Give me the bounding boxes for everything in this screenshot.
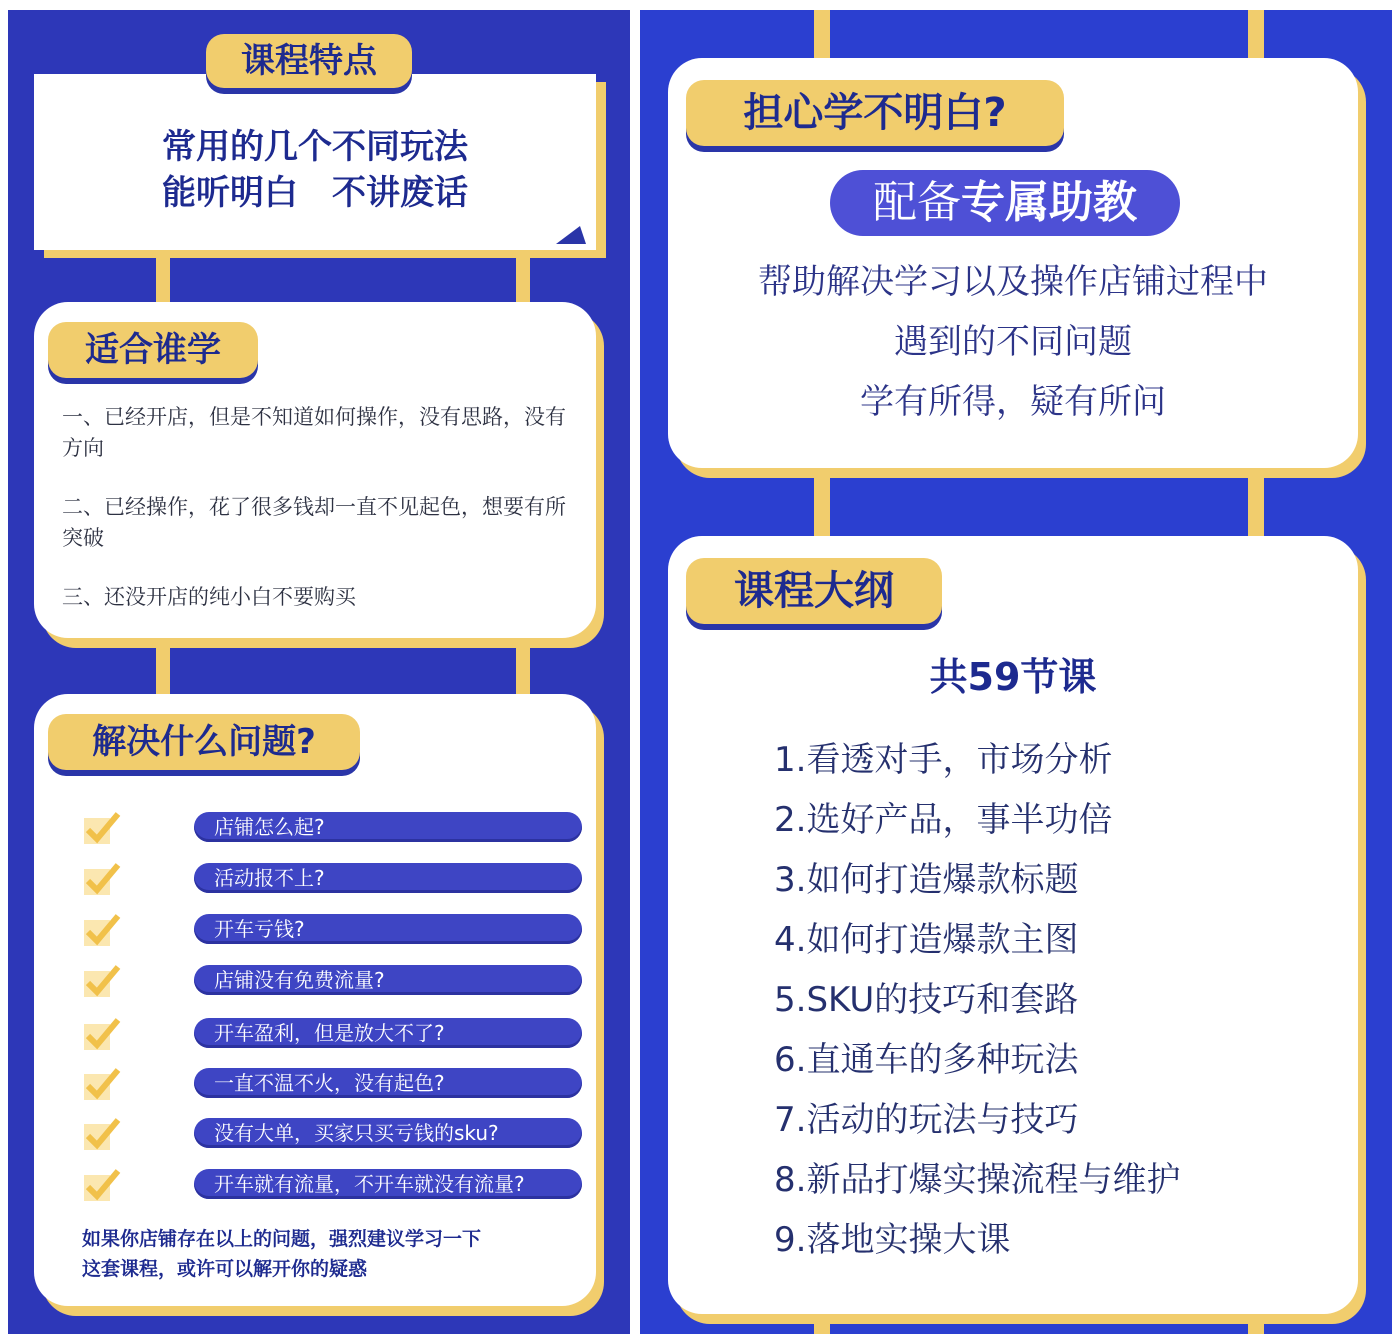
audience-item-2: 二、已经操作，花了很多钱却一直不见起色，想要有所突破 [62,495,566,550]
problem-pill: 一直不温不火，没有起色? [194,1068,582,1098]
outline-item: 5.SKU的技巧和套路 [774,980,1079,1020]
problem-row [82,965,582,997]
assistant-tag: 担心学不明白? [686,80,1064,146]
problems-footer-line-1: 如果你店铺存在以上的问题，强烈建议学习一下 [82,1228,482,1250]
features-sign [34,74,596,250]
problem-row [82,1068,582,1100]
assistant-line-1: 帮助解决学习以及操作店铺过程中 [758,262,1268,302]
problem-row [82,1018,582,1050]
problems-footer-line-2: 这套课程，或许可以解开你的疑惑 [82,1258,368,1280]
check-icon [82,1114,122,1154]
assistant-badge-light: 配备 [873,177,961,228]
outline-item: 7.活动的玩法与技巧 [774,1100,1079,1140]
problem-row [82,863,582,895]
outline-card [668,536,1358,1314]
check-icon [82,1014,122,1054]
outline-item: 3.如何打造爆款标题 [774,860,1079,900]
problem-row [82,812,582,844]
assistant-badge [830,170,1180,236]
problems-tag: 解决什么问题? [48,714,360,770]
problem-pill: 开车就有流量，不开车就没有流量? [194,1169,582,1199]
corner-triangle-icon [550,224,590,246]
check-icon [82,910,122,950]
problems-card [34,694,596,1306]
problem-pill: 没有大单，买家只买亏钱的sku? [194,1118,582,1148]
check-icon [82,961,122,1001]
right-panel [640,10,1392,1334]
outline-item: 6.直通车的多种玩法 [774,1040,1079,1080]
outline-item: 2.选好产品，事半功倍 [774,800,1113,840]
check-icon [82,859,122,899]
problem-row [82,1169,582,1201]
problem-row [82,1118,582,1150]
problem-pill: 店铺没有免费流量? [194,965,582,995]
problem-row [82,914,582,946]
audience-item-3: 三、还没开店的纯小白不要购买 [62,585,356,609]
problem-pill: 店铺怎么起? [194,812,582,842]
assistant-description [668,252,1358,432]
problem-pill: 开车亏钱? [194,914,582,944]
problems-footer [82,1224,582,1284]
assistant-line-2: 遇到的不同问题 [894,322,1132,362]
problem-pill: 开车盈利，但是放大不了? [194,1018,582,1048]
audience-item-1: 一、已经开店，但是不知道如何操作，没有思路，没有方向 [62,405,566,460]
audience-tag: 适合谁学 [48,322,258,378]
check-icon [82,1064,122,1104]
features-line-2: 能听明白 不讲废话 [162,173,468,213]
outline-tag: 课程大纲 [686,558,942,624]
outline-total: 共59节课 [929,655,1097,699]
features-line-1: 常用的几个不同玩法 [162,127,468,167]
features-tag: 课程特点 [206,34,412,88]
problem-pill: 活动报不上? [194,863,582,893]
left-panel [8,10,630,1334]
check-icon [82,1165,122,1205]
check-icon [82,808,122,848]
assistant-badge-bold: 专属助教 [961,177,1137,228]
outline-item: 4.如何打造爆款主图 [774,920,1079,960]
outline-item: 8.新品打爆实操流程与维护 [774,1160,1181,1200]
outline-item: 9.落地实操大课 [774,1220,1011,1260]
assistant-line-3: 学有所得，疑有所问 [860,382,1166,422]
outline-item: 1.看透对手，市场分析 [774,740,1113,780]
